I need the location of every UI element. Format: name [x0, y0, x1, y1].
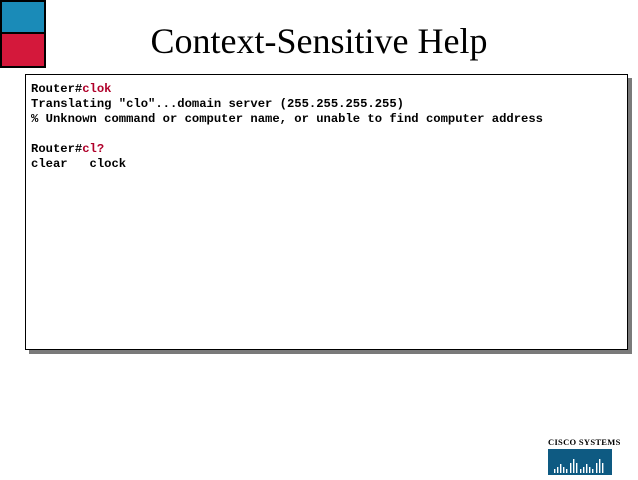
- cisco-bars-icon: [548, 449, 612, 475]
- cisco-logo: [548, 437, 621, 475]
- prompt: Router#: [31, 142, 83, 156]
- terminal-line-2: Translating "clo"...domain server (255.255.255.255): [31, 97, 404, 111]
- slide-title: Context-Sensitive Help: [150, 21, 488, 61]
- terminal-line-5: [31, 142, 627, 157]
- terminal-blank-line: [31, 127, 627, 142]
- terminal-line-3: % Unknown command or computer name, or unable to find computer address: [31, 112, 543, 126]
- typed-command: cl?: [82, 142, 105, 156]
- terminal-window: [25, 74, 628, 350]
- prompt: Router#: [31, 82, 83, 96]
- terminal-line-6: clear clock: [31, 157, 127, 171]
- logo-bars-box: [548, 449, 612, 475]
- typed-command: clok: [82, 82, 112, 96]
- terminal-line-1: [31, 82, 627, 97]
- logo-text: CISCO SYSTEMS: [548, 437, 621, 447]
